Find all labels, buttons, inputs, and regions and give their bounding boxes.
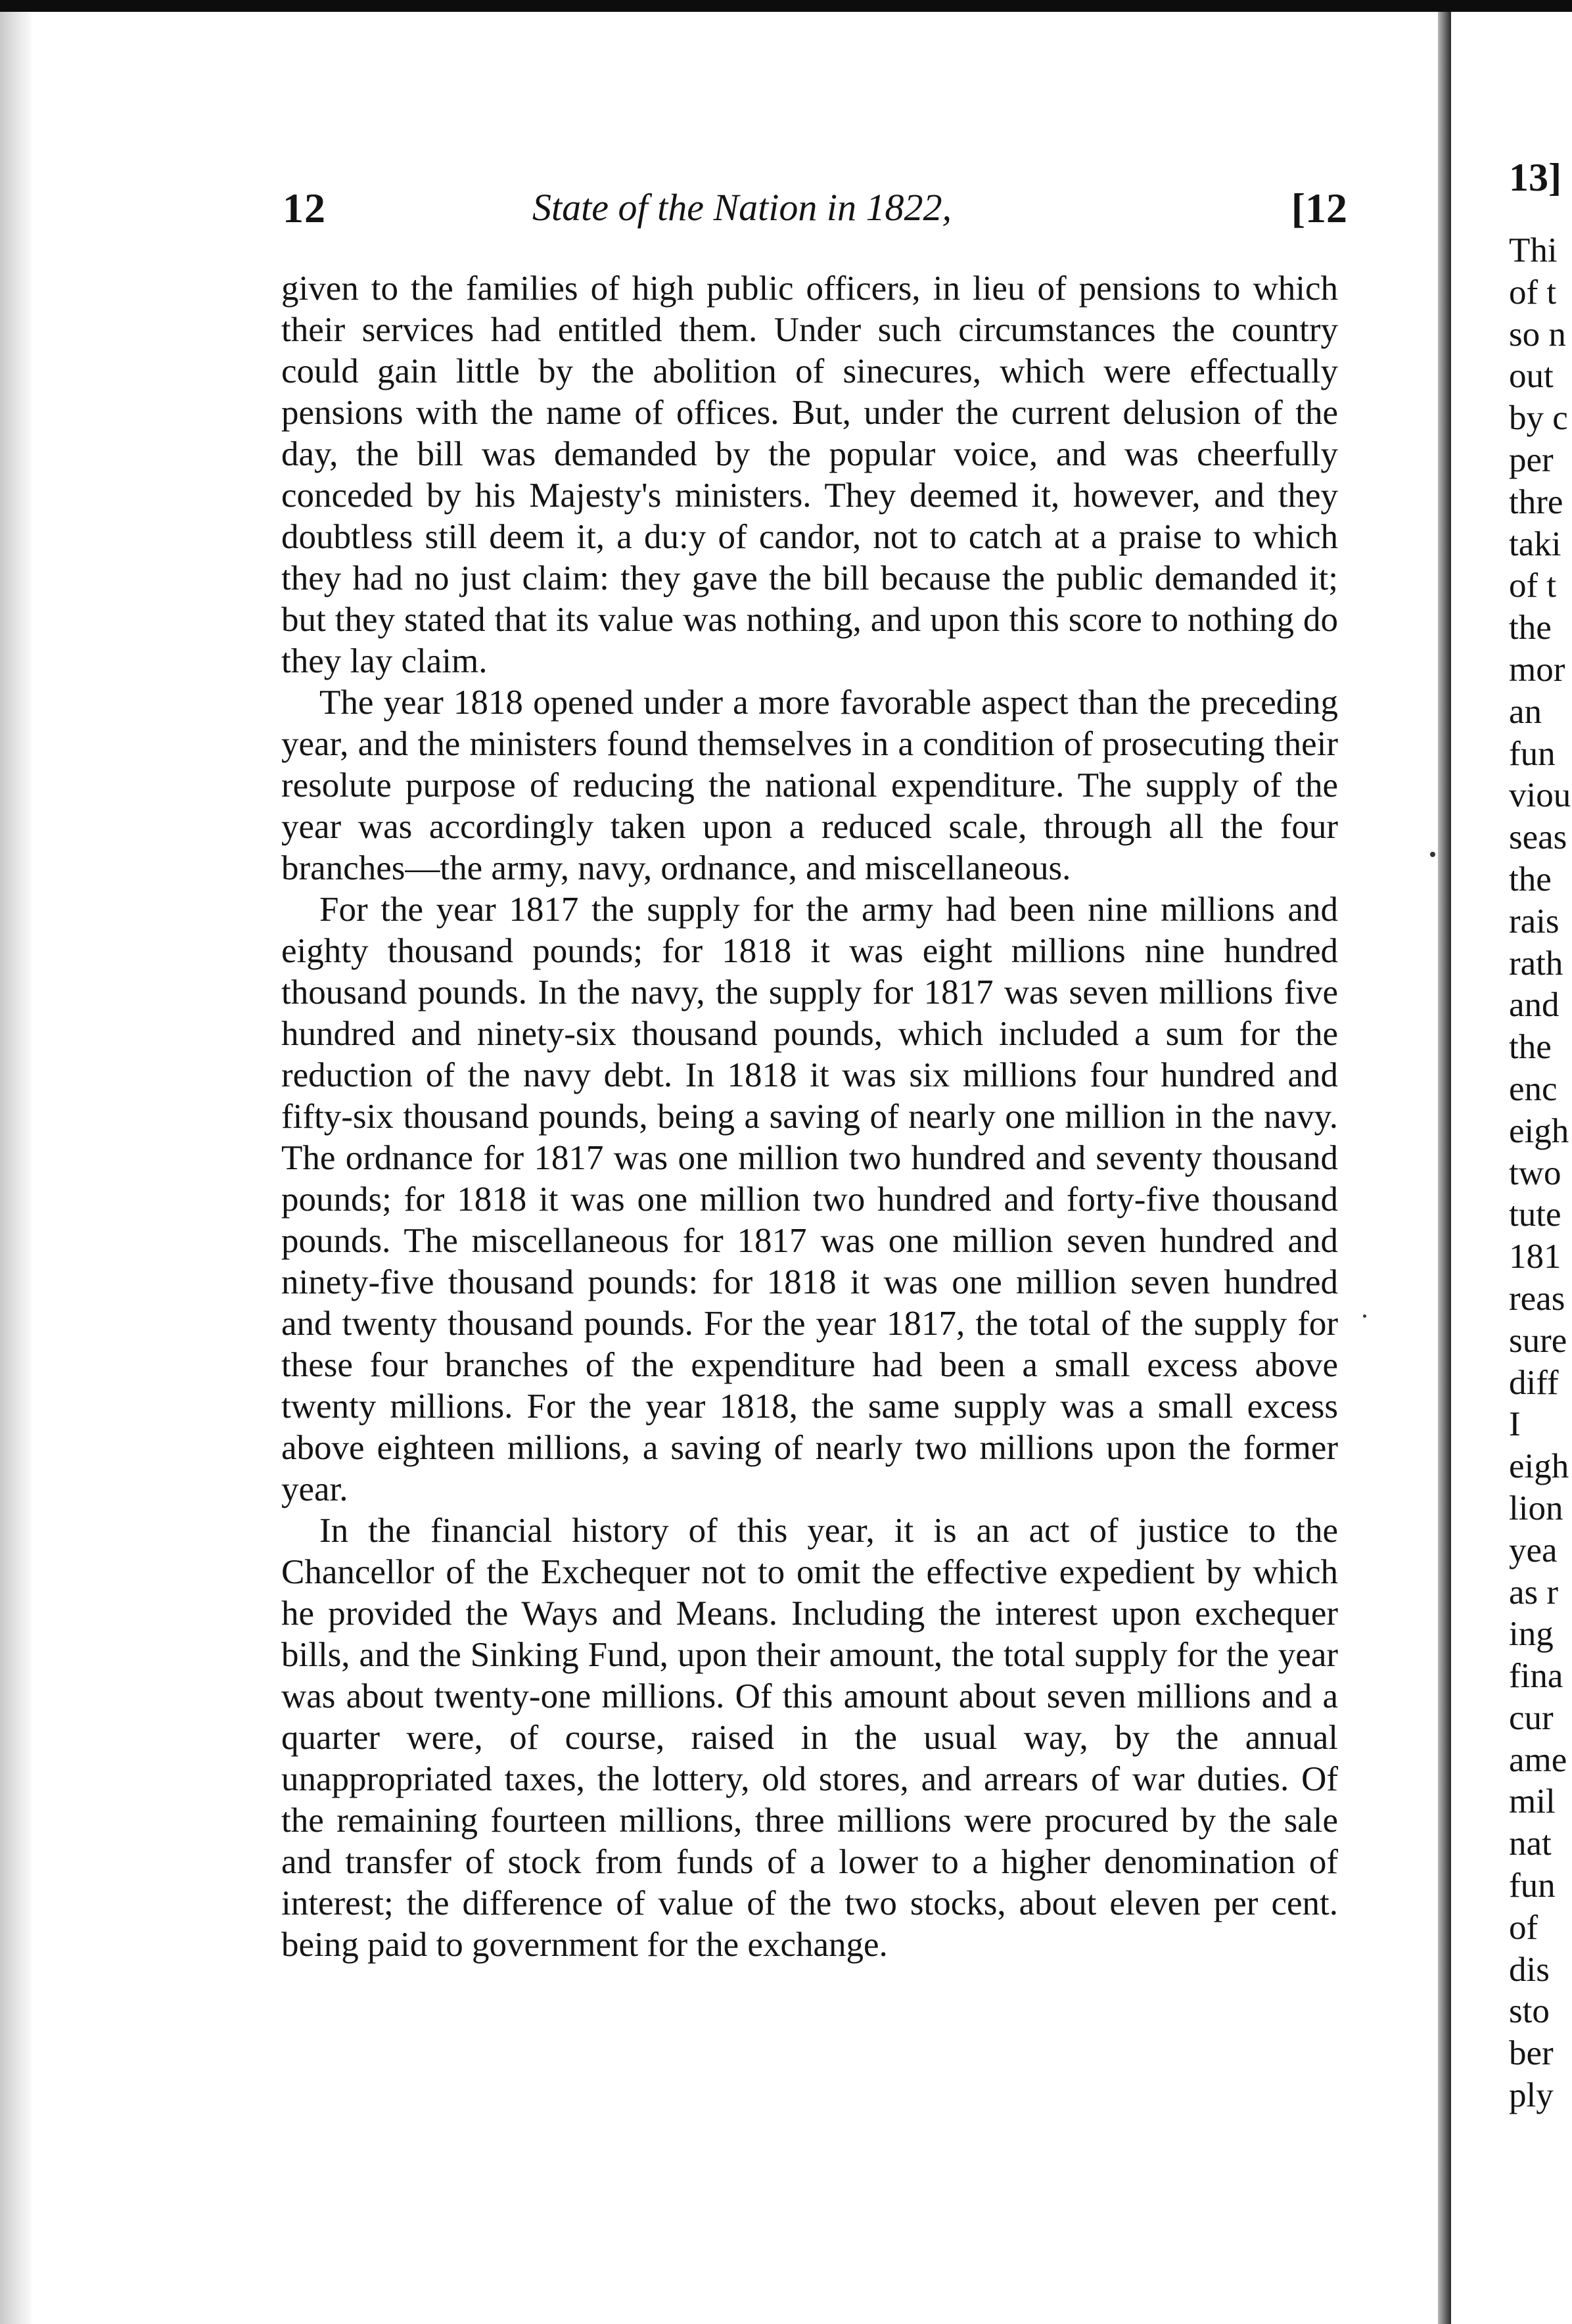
facing-page-line: the <box>1509 1028 1552 1067</box>
page-edge-shadow <box>0 12 32 2324</box>
page-body <box>281 268 1338 1966</box>
facing-page-line: nat <box>1509 1824 1552 1863</box>
facing-page-line: viou <box>1509 776 1571 815</box>
facing-page-line: of t <box>1509 273 1557 312</box>
scan-border-top <box>0 0 1572 12</box>
facing-page-line: ber <box>1509 2034 1554 2073</box>
scan-speck <box>1363 1314 1366 1318</box>
facing-page-line: ame <box>1509 1740 1567 1779</box>
facing-page-line: Thi <box>1509 231 1558 269</box>
book-gutter <box>1438 12 1451 2324</box>
facing-page-line: by c <box>1509 399 1568 438</box>
section-marker: [12 <box>1291 185 1347 231</box>
facing-page-line: mor <box>1509 650 1565 689</box>
facing-page-line: cur <box>1509 1698 1554 1737</box>
facing-page-line: as r <box>1509 1573 1559 1612</box>
facing-page-line: lion <box>1509 1489 1563 1527</box>
facing-page-line: I <box>1509 1405 1521 1444</box>
facing-page-line: seas <box>1509 818 1567 857</box>
facing-page-line: eigh <box>1509 1111 1569 1150</box>
facing-page-line: so n <box>1509 315 1566 354</box>
facing-page-line-starts <box>1509 230 1572 2117</box>
facing-page-line: of <box>1509 1908 1538 1947</box>
page-number: 12 <box>283 185 326 231</box>
facing-page-line: tute <box>1509 1196 1561 1234</box>
paragraph-continued: given to the families of high public officers, in lieu of pensions to which their services had entitled them. Under such circumstances the country could gain little by the abolition of sinecures, which were effectually pensions with the name of offices. But, under the current delusion of the day, the bill was demanded by the popular voice, and was cheerfully conceded by his Majesty's ministers. They deemed it, however, and they doubtless still deem it, a du:y of candor, not to catch at a praise to which they had no just claim: they gave the bill because the public demanded it; but they stated that its value was nothing, and upon this score to nothing do they lay claim. <box>281 269 1338 680</box>
facing-page-line: rath <box>1509 944 1563 983</box>
facing-page-line: out <box>1509 357 1554 396</box>
facing-page-line: 181 <box>1509 1238 1561 1276</box>
facing-page-line: sto <box>1509 1992 1550 2031</box>
facing-page-line: rais <box>1509 902 1560 941</box>
facing-page-number: 13] <box>1509 156 1561 199</box>
paragraph-year-1818: The year 1818 opened under a more favorable aspect than the preceding year, and the ministers found themselves in a condition of prosecuting their resolute purpose of reducing the national expenditure. The supply of the year was accordingly taken upon a reduced scale, through all the four branches—the army, navy, ordnance, and miscellaneous. <box>281 684 1338 887</box>
facing-page-line: fun <box>1509 1867 1556 1905</box>
facing-page-line: taki <box>1509 524 1561 563</box>
facing-page-line: dis <box>1509 1950 1550 1989</box>
facing-page-line: thre <box>1509 482 1563 521</box>
facing-page-line: fun <box>1509 734 1556 773</box>
facing-page-line: sure <box>1509 1321 1567 1360</box>
paragraph-financial-history: In the financial history of this year, it is an act of justice to the Chancellor of the Exchequer not to omit the effective expedient by which he provided the Ways and Means. Including the interest upon exchequer bills, and the Sinking Fund, upon their amount, the total supply for the year was about twenty-one millions. Of this amount about seven millions and a quarter were, of course, raised in the usual way, by the annual unappropriated taxes, the lottery, old stores, and arrears of war duties. Of the remaining fourteen millions, three millions were procured by the sale and transfer of stock from funds of a lower to a higher denomination of interest; the difference of value of the two stocks, about eleven per cent. being paid to government for the exchange. <box>281 1512 1338 1964</box>
running-head <box>283 184 1347 243</box>
facing-page-line: enc <box>1509 1069 1558 1108</box>
facing-page-line: the <box>1509 860 1552 898</box>
paragraph-supply-figures: For the year 1817 the supply for the army had been nine millions and eighty thousand pounds; for 1818 it was eight millions nine hundred thousand pounds. In the navy, the supply for 1817 was seven millions five hundred and ninety-six thousand pounds, which included a sum for the reduction of the navy debt. In 1818 it was six millions four hundred and fifty-six thousand pounds, being a saving of nearly one million in the navy. The ordnance for 1817 was one million two hundred and seventy thousand pounds; for 1818 it was one million two hundred and forty-five thousand pounds. The miscellaneous for 1817 was one million seven hundred and ninety-five thousand pounds: for 1818 it was one million seven hundred and twenty thousand pounds. For the year 1817, the total of the supply for these four branches of the expenditure had been a small excess above twenty millions. For the year 1818, the same supply was a small excess above eighteen millions, a saving of nearly two millions upon the former year. <box>281 891 1338 1508</box>
facing-page-line: eigh <box>1509 1447 1569 1486</box>
facing-page-line: fina <box>1509 1657 1563 1696</box>
scan-speck <box>1430 852 1435 857</box>
facing-page-line: ing <box>1509 1615 1554 1654</box>
facing-page-line: per <box>1509 440 1554 479</box>
facing-page-line: two <box>1509 1153 1561 1192</box>
facing-page-line: diff <box>1509 1363 1559 1402</box>
facing-page-line: reas <box>1509 1279 1565 1318</box>
facing-page-line: ply <box>1509 2076 1554 2115</box>
running-title: State of the Nation in 1822, <box>532 186 952 229</box>
facing-page-line: yea <box>1509 1531 1558 1569</box>
facing-page-line: mil <box>1509 1782 1556 1821</box>
facing-page-line: and <box>1509 986 1560 1025</box>
facing-page-line: an <box>1509 692 1542 731</box>
facing-page-line: the <box>1509 609 1552 647</box>
facing-page-line: of t <box>1509 567 1557 605</box>
